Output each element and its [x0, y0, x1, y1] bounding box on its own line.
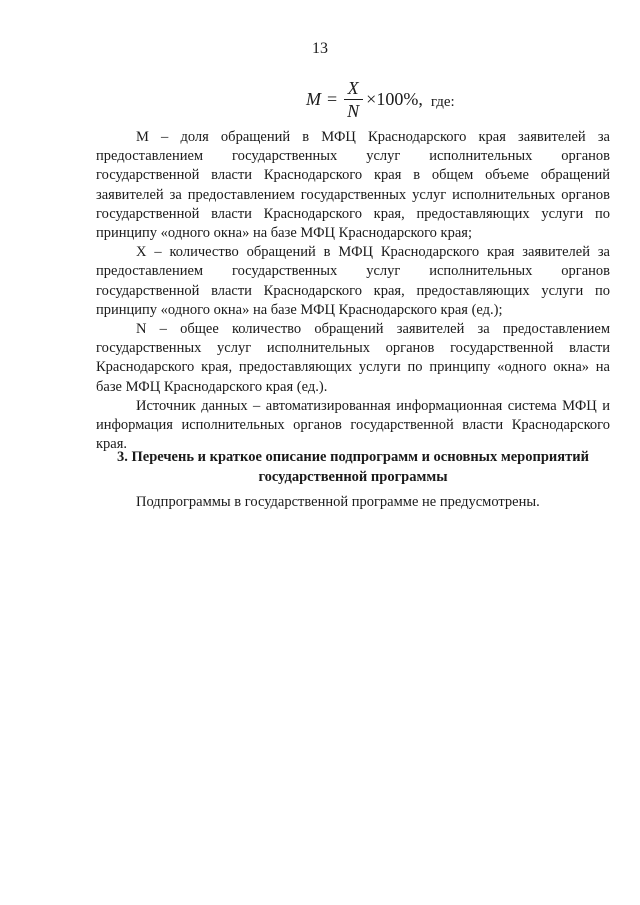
formula-multiplier: ×100%,	[366, 88, 423, 109]
page-number: 13	[312, 40, 328, 57]
definition-x: X – количество обращений в МФЦ Краснодарского края заявителей за предоставлением государственных услуг исполнительных органов государственной власти Краснодарского края, предоставляющих услуги по принципу «одного окна» на базе МФЦ Краснодарского края (ед.);	[96, 244, 610, 318]
data-source: Источник данных – автоматизированная информационная система МФЦ и информация исполнительных органов государственной власти Краснодарского края.	[96, 397, 610, 453]
section-heading: 3. Перечень и краткое описание подпрограмм и основных мероприятий государственной программы	[117, 449, 589, 485]
formula-numerator: X	[344, 78, 363, 100]
formula	[306, 74, 455, 124]
formula-equals: =	[327, 88, 338, 109]
formula-suffix: где:	[430, 93, 455, 110]
formula-fraction	[343, 78, 363, 121]
closing-text: Подпрограммы в государственной программе не предусмотрены.	[136, 494, 540, 510]
definition-n: N – общее количество обращений заявителей за предоставлением государственных услуг исполнительных органов государственной власти Краснодарского края, предоставляющих услуги по принципу «одного окна» на базе МФЦ Краснодарского края (ед.).	[96, 321, 610, 395]
definition-m: M – доля обращений в МФЦ Краснодарского края заявителей за предоставлением государственных услуг исполнительных органов государственной власти Краснодарского края в общем объеме обращений заявителей за предоставлением государственных услуг исполнительных органов государственной власти Краснодарского края, предоставляющих услуги по принципу «одного окна» на базе МФЦ Краснодарского края;	[96, 129, 610, 242]
formula-lhs: M	[306, 88, 321, 109]
definitions-block	[96, 128, 610, 454]
formula-denominator: N	[347, 100, 360, 121]
